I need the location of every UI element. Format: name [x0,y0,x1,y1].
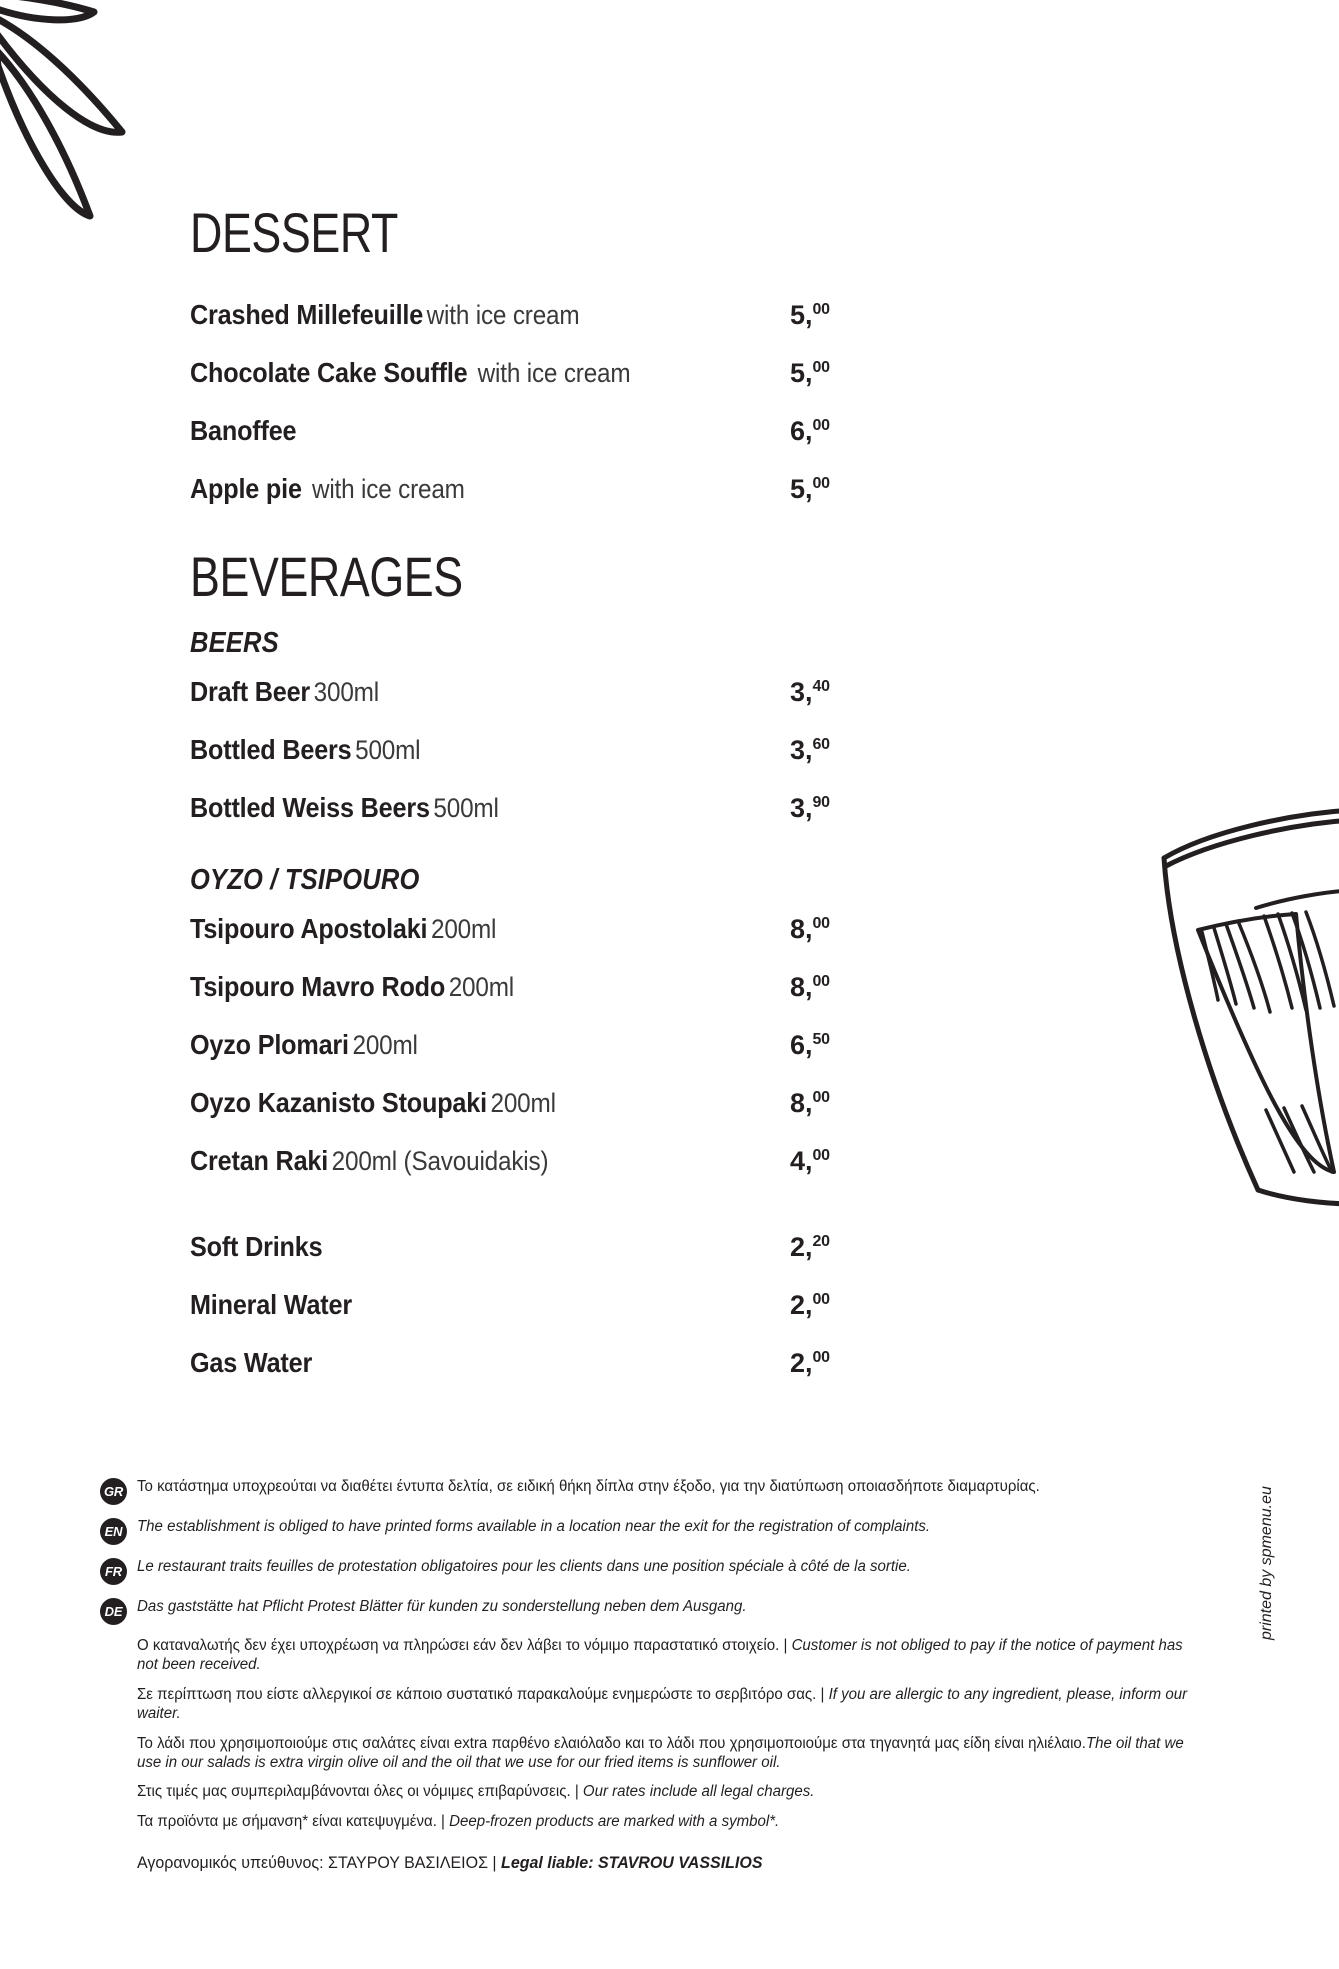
footer-note [137,1735,1197,1773]
menu-item-text [190,1289,356,1321]
menu-item-price: 2,00 [790,1348,830,1378]
menu-item-text [190,1145,548,1177]
menu-item-description: 200ml [490,1088,556,1118]
menu-item-description: 200ml (Savouidakis) [331,1146,549,1176]
menu-item-name: Tsipouro Mavro Rodo [190,971,446,1002]
menu-item-price: 5,00 [790,358,830,388]
menu-item-price: 3,40 [790,677,830,707]
menu-item-name: Oyzo Plomari [190,1029,349,1060]
menu-item-row [190,299,1070,331]
legal-notice-row [100,1557,1230,1585]
price-cents: 90 [812,794,830,811]
menu-item-row [190,1145,1070,1177]
menu-item-row [190,676,1070,708]
price-cents: 00 [812,475,830,492]
price-cents: 00 [812,417,830,434]
price-cents: 00 [812,1089,830,1106]
menu-item-text [190,473,465,505]
menu-item-description: 300ml [313,677,379,707]
printed-by-credit: printed by spmenu.eu [1258,1486,1275,1640]
menu-item-text [190,734,420,766]
menu-item-description: with ice cream [471,358,631,388]
price-euros: 5 [790,474,806,504]
menu-item-name: Draft Beer [190,676,311,707]
legal-notice-text: Le restaurant traits feuilles de protestation obligatoires pour les clients dans une position spéciale à côté de la sortie. [137,1558,911,1575]
subsection-title-oyzo-tsipouro: OYZO / TSIPOURO [190,864,420,896]
menu-item-name: Banoffee [190,415,297,446]
menu-item-price: 8,00 [790,1088,830,1118]
price-cents: 40 [812,678,830,695]
section-title-beverages: BEVERAGES [190,545,463,608]
olive-branch-illustration [0,0,192,256]
language-badge-gr: GR [100,1478,127,1505]
menu-item-price: 2,20 [790,1232,830,1262]
menu-item-text [190,676,379,708]
footer-note-en: If you are allergic to any ingredient, please, inform our waiter. [137,1685,1188,1722]
menu-item-price: 4,00 [790,1146,830,1176]
legal-notice-row [100,1517,1230,1545]
menu-item-name: Gas Water [190,1347,313,1378]
price-cents: 50 [812,1031,830,1048]
price-cents: 00 [812,301,830,318]
footer-note-en: Customer is not obliged to pay if the notice of payment has not been received. [137,1637,1183,1673]
menu-item-name: Crashed Millefeuille [190,299,424,330]
price-cents: 00 [812,1147,830,1164]
menu-item-row [190,1347,1070,1379]
footer-note [137,1813,1197,1832]
price-euros: 5 [790,300,806,330]
menu-item-description: with ice cream [305,474,465,504]
menu-item-description: 500ml [355,735,421,765]
footer-note [137,1637,1197,1675]
menu-item-name: Bottled Beers [190,734,352,765]
menu-item-row [190,1087,1070,1119]
price-cents: 00 [812,973,830,990]
menu-item-text [190,792,499,824]
menu-item-price: 2,00 [790,1290,830,1320]
price-euros: 2 [790,1232,806,1262]
price-euros: 8 [790,1088,806,1118]
footer-note-gr: Τα προϊόντα με σήμανση* είναι κατεψυγμένα. | [137,1813,450,1831]
menu-item-price: 8,00 [790,972,830,1002]
menu-item-text [190,1087,556,1119]
price-euros: 3 [790,735,806,765]
menu-item-price: 8,00 [790,914,830,944]
footer-note-gr: Σε περίπτωση που είστε αλλεργικοί σε κάποιο συστατικό παρακαλούμε ενημερώστε το σερβιτόρο σας. | [137,1685,829,1703]
price-cents: 00 [812,1349,830,1366]
price-euros: 6 [790,1030,806,1060]
price-euros: 8 [790,972,806,1002]
price-euros: 4 [790,1146,806,1176]
menu-item-description: 500ml [433,793,499,823]
menu-item-price: 3,90 [790,793,830,823]
menu-item-description: with ice cream [426,300,580,330]
menu-item-name: Apple pie [190,473,302,504]
legal-notice-text: Το κατάστημα υποχρεούται να διαθέτει έντυπα δελτία, σε ειδική θήκη δίπλα στην έξοδο, για την διατύπωση οποιασδήποτε διαμαρτυρίας. [137,1478,1040,1495]
menu-item-price: 3,60 [790,735,830,765]
price-euros: 6 [790,416,806,446]
menu-item-description: 200ml [352,1030,418,1060]
menu-item-row [190,734,1070,766]
legal-liable-gr: Αγορανομικός υπεύθυνος: ΣΤΑΥΡΟΥ ΒΑΣΙΛΕΙΟΣ | [137,1854,502,1873]
menu-item-text [190,913,496,945]
menu-item-text [190,1029,418,1061]
menu-item-row [190,971,1070,1003]
subsection-title-beers: BEERS [190,627,279,659]
footer-note-gr: Ο καταναλωτής δεν έχει υποχρέωση να πληρώσει εάν δεν λάβει το νόμιμο παραστατικό στοιχείο. | [137,1637,792,1654]
menu-item-name: Mineral Water [190,1289,352,1320]
menu-item-name: Tsipouro Apostolaki [190,913,428,944]
legal-notice-text: Das gaststätte hat Pflicht Protest Blätter für kunden zu sonderstellung neben dem Ausgang. [137,1598,747,1615]
price-cents: 60 [812,736,830,753]
menu-item-price: 6,50 [790,1030,830,1060]
menu-item-row [190,357,1070,389]
drinking-glass-illustration [1138,780,1339,1210]
menu-item-name: Oyzo Kazanisto Stoupaki [190,1087,487,1118]
menu-item-text [190,1347,316,1379]
price-euros: 2 [790,1348,806,1378]
menu-item-description: 200ml [430,914,497,944]
menu-item-price: 6,00 [790,416,830,446]
menu-item-row [190,415,1070,447]
menu-item-name: Soft Drinks [190,1231,323,1262]
footer-legal-notices [100,1477,1230,1873]
menu-item-price: 5,00 [790,474,830,504]
price-euros: 5 [790,358,806,388]
price-cents: 00 [812,359,830,376]
menu-item-text [190,1231,326,1263]
footer-note [137,1783,1197,1802]
menu-item-name: Chocolate Cake Souffle [190,357,468,388]
menu-content [190,201,1090,1405]
menu-item-name: Cretan Raki [190,1145,329,1176]
footer-note-en: The oil that we use in our salads is extra virgin olive oil and the oil that we use for our fried items is sunflower oil. [137,1734,1184,1771]
legal-liable-en: Legal liable: STAVROU VASSILIOS [501,1854,763,1873]
price-euros: 2 [790,1290,806,1320]
footer-note-gr: Στις τιμές μας συμπεριλαμβάνονται όλες οι νόμιμες επιβαρύνσεις. | [137,1783,583,1801]
footer-note [137,1686,1197,1724]
menu-item-row [190,473,1070,505]
menu-item-text [190,299,579,331]
footer-note-en: Deep-frozen products are marked with a symbol*. [449,1813,780,1831]
menu-item-price: 5,00 [790,300,830,330]
legal-notice-text: The establishment is obliged to have printed forms available in a location near the exit for the registration of complaints. [137,1518,931,1535]
language-badge-en: EN [100,1518,127,1545]
legal-liable-line [137,1854,1197,1873]
menu-item-row [190,1231,1070,1263]
language-badge-de: DE [100,1598,127,1625]
menu-item-description: 200ml [448,972,514,1002]
menu-item-name: Bottled Weiss Beers [190,792,430,823]
footer-note-en: Our rates include all legal charges. [582,1783,815,1801]
menu-item-text [190,971,514,1003]
menu-item-row [190,792,1070,824]
price-cents: 00 [812,915,830,932]
menu-item-row [190,913,1070,945]
footer-note-gr: Το λάδι που χρησιμοποιούμε στις σαλάτες είναι extra παρθένο ελαιόλαδο και το λάδι που χρησιμοποιούμε στα τηγανητά μας είδη είναι ηλιέλαιο. [137,1734,1086,1752]
price-euros: 8 [790,914,806,944]
legal-notice-row [100,1597,1230,1625]
menu-item-row [190,1289,1070,1321]
menu-item-text [190,357,630,389]
price-cents: 00 [812,1291,830,1308]
section-title-dessert: DESSERT [190,201,398,264]
group-spacer [190,1203,1090,1231]
menu-item-row [190,1029,1070,1061]
price-cents: 20 [812,1233,830,1250]
language-badge-fr: FR [100,1558,127,1585]
legal-notice-row [100,1477,1230,1505]
price-euros: 3 [790,677,806,707]
footer-notes [137,1637,1230,1873]
menu-item-text [190,415,300,447]
price-euros: 3 [790,793,806,823]
